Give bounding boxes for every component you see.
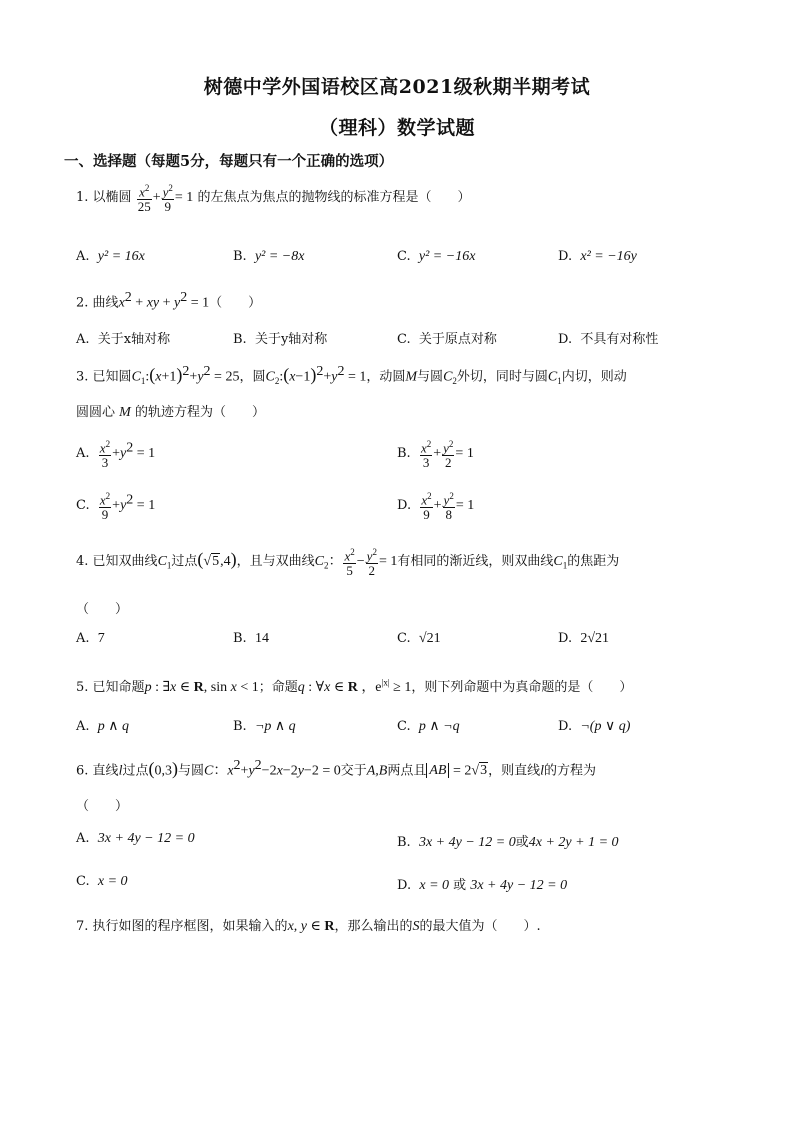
- section-heading: 一、选择题（每题5分，每题只有一个正确的选项）: [64, 153, 394, 170]
- q2-option-c[interactable]: C. 关于原点对称: [397, 332, 497, 347]
- q1-option-c[interactable]: C. y² = −16x: [397, 249, 476, 264]
- q2-option-d[interactable]: D. 不具有对称性: [558, 332, 659, 347]
- question-number: 1.: [76, 189, 89, 205]
- q4-option-c[interactable]: C. √21: [397, 631, 441, 646]
- q1-option-b[interactable]: B. y² = −8x: [233, 249, 305, 264]
- q1-option-d[interactable]: D. x² = −16y: [558, 249, 637, 264]
- q5-option-b[interactable]: B. ¬p ∧ q: [233, 719, 296, 734]
- q3-option-b[interactable]: B. $\frac{x^2}{3}$ + $\frac{y^2}{2}$ = 1: [397, 439, 474, 470]
- question-7: 7. 执行如图的程序框图，如果输入的x, y ∈ R，那么输出的S的最大值为（ ）.: [76, 919, 541, 934]
- q4-option-a[interactable]: A. 7: [76, 631, 105, 646]
- q3-option-c[interactable]: C. $\frac{x^2}{9}$ $+y^2 = 1$: [76, 491, 156, 522]
- question-1: 1. 以椭圆 $\frac{x^2}{25}$ + $\frac{y^2}{9}$ = 1 的左焦点为焦点的抛物线的标准方程是（ ）: [76, 183, 471, 214]
- q6-option-c[interactable]: C. x = 0: [76, 874, 128, 889]
- q6-option-b[interactable]: B. 3x + 4y − 12 = 0或4x + 2y + 1 = 0: [397, 835, 619, 850]
- question-4: 4. 已知双曲线$C_1$过点(√5,4)，且与双曲线$C_2$： $\frac{x^2}{5}$ − $\frac{y^2}{2}$ = 1有相同的渐近线，则双曲线$C_1$的焦距为: [76, 547, 620, 578]
- q4-option-d[interactable]: D. 2√21: [558, 631, 610, 646]
- question-3: 3. 已知圆$C_1:(x+1)^2+y^2 = 25$，圆$C_2:(x-1)^2+y^2 = 1$，动圆M与圆$C_2$外切，同时与圆$C_1$内切，则动: [76, 364, 627, 386]
- q3-option-a[interactable]: A. $\frac{x^2}{3}$ $+y^2 = 1$: [76, 439, 156, 470]
- q6-option-a[interactable]: A. 3x + 4y − 12 = 0: [76, 831, 195, 846]
- q3-option-d[interactable]: D. $\frac{x^2}{9}$ + $\frac{y^2}{8}$ = 1: [397, 491, 475, 522]
- exam-subtitle: （理科）数学试题: [318, 117, 475, 139]
- question-6: 6. 直线l过点(0,3)与圆C：$x^2+y^2-2x-2y-2 = 0$交于A,B两点且 AB = 2√3，则直线l的方程为: [76, 758, 596, 779]
- exam-title: 树德中学外国语校区高2021级秋期半期考试: [203, 76, 591, 98]
- question-6-line2: （ ）: [76, 799, 129, 814]
- q4-option-b[interactable]: B. 14: [233, 631, 269, 646]
- q6-option-d[interactable]: D. x = 0 或 3x + 4y − 12 = 0: [397, 878, 568, 893]
- q5-option-a[interactable]: A. p ∧ q: [76, 719, 130, 734]
- q5-option-d[interactable]: D. ¬(p ∨ q): [558, 719, 631, 734]
- question-3-line2: 圆圆心 M 的轨迹方程为（ ）: [76, 405, 265, 420]
- question-4-line2: （ ）: [76, 602, 129, 617]
- q2-option-b[interactable]: B. 关于y轴对称: [233, 332, 328, 347]
- q1-option-a[interactable]: A. y² = 16x: [76, 249, 145, 264]
- question-2: 2. 曲线$x^2$ + xy + $y^2 = 1$（ ）: [76, 290, 262, 311]
- question-5: 5. 已知命题p : ∃x ∈ R, sin x < 1；命题q : ∀x ∈ R ，$e^{|x|} \ge 1$，则下列命题中为真命题的是（ ）: [76, 677, 633, 695]
- q2-option-a[interactable]: A. 关于x轴对称: [76, 332, 171, 347]
- q5-option-c[interactable]: C. p ∧ ¬q: [397, 719, 460, 734]
